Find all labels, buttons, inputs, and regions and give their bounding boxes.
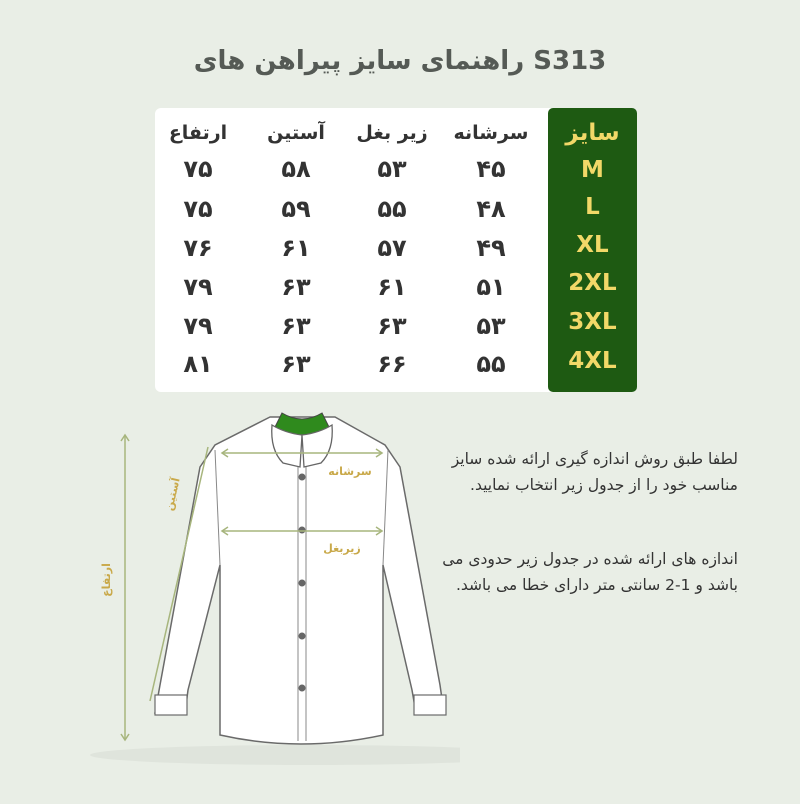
- right-cuff: [414, 695, 446, 715]
- size-l: L: [585, 194, 600, 220]
- cell-m-height: ۷۵: [183, 155, 213, 183]
- cell-l-sleeve: ۵۹: [281, 195, 311, 223]
- cell-l-chest: ۵۵: [377, 195, 407, 223]
- button-5: [299, 685, 306, 692]
- chest-label: زیربغل: [323, 542, 361, 555]
- button-3: [299, 580, 306, 587]
- cell-xl-chest: ۵۷: [377, 234, 407, 262]
- cell-4xl-chest: ۶۶: [377, 350, 407, 378]
- cell-4xl-shoulder: ۵۵: [476, 350, 506, 378]
- cell-2xl-sleeve: ۶۳: [281, 273, 311, 301]
- cell-m-chest: ۵۳: [377, 155, 407, 183]
- cell-3xl-height: ۷۹: [183, 312, 213, 340]
- cell-l-shoulder: ۴۸: [476, 195, 506, 223]
- cell-xl-shoulder: ۴۹: [476, 234, 506, 262]
- cell-2xl-shoulder: ۵۱: [476, 273, 506, 301]
- cell-xl-height: ۷۶: [183, 234, 213, 262]
- cell-3xl-shoulder: ۵۳: [476, 312, 506, 340]
- size-4xl: 4XL: [568, 348, 617, 374]
- button-4: [299, 633, 306, 640]
- button-2: [299, 527, 306, 534]
- left-cuff: [155, 695, 187, 715]
- cell-2xl-chest: ۶۱: [377, 273, 407, 301]
- size-header: سایز: [565, 120, 620, 146]
- size-xl: XL: [576, 232, 609, 258]
- header-height: ارتفاع: [168, 122, 228, 144]
- sleeve-label: آستین: [162, 476, 183, 512]
- cell-3xl-sleeve: ۶۳: [281, 312, 311, 340]
- cell-m-sleeve: ۵۸: [281, 155, 311, 183]
- button-1: [299, 474, 306, 481]
- size-2xl: 2XL: [568, 270, 617, 296]
- header-sleeve: آستین: [267, 122, 325, 144]
- cell-3xl-chest: ۶۳: [377, 312, 407, 340]
- cell-4xl-height: ۸۱: [183, 350, 213, 378]
- page-title: راهنمای سایز پیراهن های S313: [193, 46, 607, 76]
- size-3xl: 3XL: [568, 309, 617, 335]
- cell-2xl-height: ۷۹: [183, 273, 213, 301]
- cell-4xl-sleeve: ۶۳: [281, 350, 311, 378]
- header-chest: زیر بغل: [356, 122, 428, 144]
- note-measure-method: لطفا طبق روش اندازه گیری ارائه شده سایز مناسب خود را از جدول زیر انتخاب نمایید.: [451, 450, 738, 494]
- cell-l-height: ۷۵: [183, 195, 213, 223]
- size-m: M: [581, 157, 604, 183]
- shoulder-label: سرشانه: [328, 465, 372, 478]
- cell-m-shoulder: ۴۵: [476, 155, 506, 183]
- shirt-diagram: [0, 395, 460, 800]
- note-tolerance: اندازه های ارائه شده در جدول زیر حدودی می باشد و 1-2 سانتی متر دارای خطا می باشد.: [442, 550, 738, 594]
- height-label: ارتفاع: [100, 563, 113, 597]
- cell-xl-sleeve: ۶۱: [281, 234, 311, 262]
- header-shoulder: سرشانه: [453, 122, 529, 144]
- shirt-shadow: [90, 745, 460, 765]
